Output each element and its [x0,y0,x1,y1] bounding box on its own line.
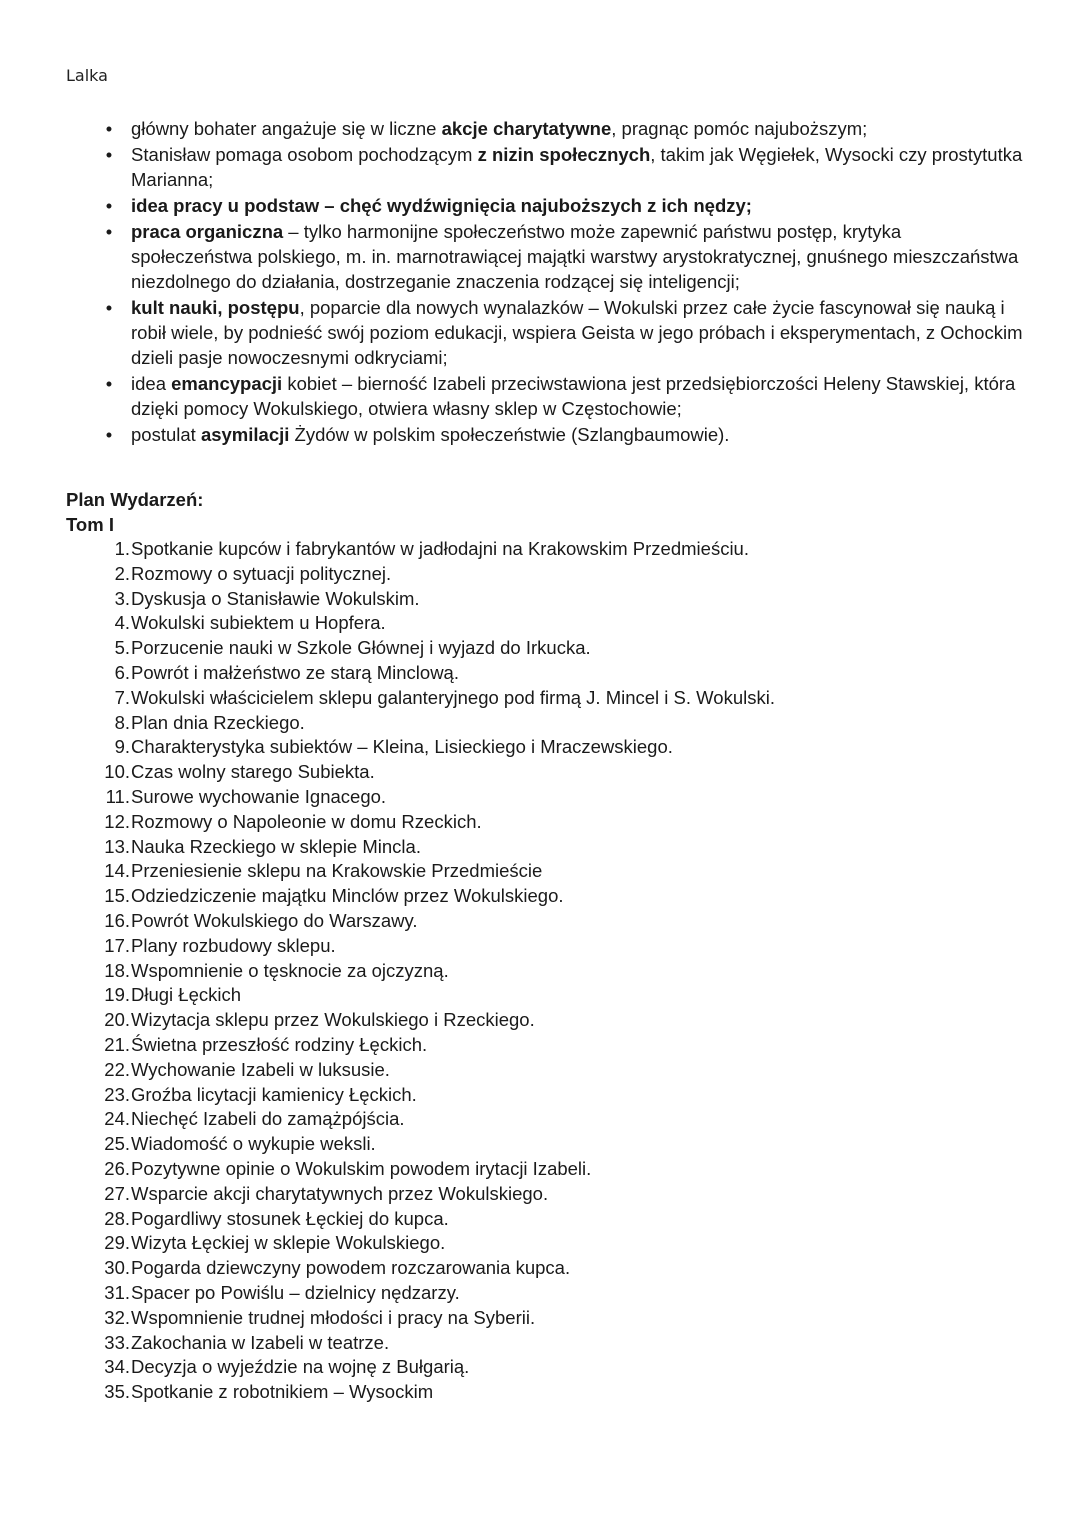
event-item [66,810,1026,835]
event-text: Wsparcie akcji charytatywnych przez Wokulskiego. [131,1182,549,1204]
bullet-text: postulat [131,424,201,445]
ideas-bullet-list [66,116,1026,448]
event-number: 17. [104,934,130,956]
event-number: 24. [104,1108,130,1130]
bullet-item [66,422,1026,447]
event-item [66,1207,1026,1232]
bullet-dot-icon: • [105,221,113,242]
event-number: 18. [104,959,130,981]
event-item [66,1380,1026,1405]
event-item [66,1008,1026,1033]
event-text: Pozytywne opinie o Wokulskim powodem irytacji Izabeli. [131,1157,592,1179]
event-text: Spotkanie z robotnikiem – Wysockim [131,1381,434,1403]
event-item [66,587,1026,612]
event-item [66,1355,1026,1380]
event-item [66,1182,1026,1207]
event-item [66,537,1026,562]
event-text: Wizytacja sklepu przez Wokulskiego i Rzeckiego. [131,1009,535,1031]
event-text: Rozmowy o sytuacji politycznej. [131,562,392,584]
event-number: 15. [104,885,130,907]
event-item [66,1331,1026,1356]
event-item [66,1083,1026,1108]
bullet-text: – tylko harmonijne społeczeństwo może zapewnić państwu postęp, krytyka społeczeństwa polskiego, m. in. marnotrawiącej majątki warstwy arystokratycznej, gnuśnego mieszczaństwa niezdolnego do działania, dostrzeganie znaczenia rodzącej się inteligencji; [131,221,1019,292]
event-item [66,1256,1026,1281]
bullet-dot-icon: • [105,373,113,394]
event-number: 21. [104,1033,130,1055]
bullet-item [66,219,1026,294]
bullet-bold-text: z nizin społecznych [477,144,651,165]
event-text: Rozmowy o Napoleonie w domu Rzeckich. [131,810,482,832]
bullet-dot-icon: • [105,297,113,318]
event-text: Pogarda dziewczyny powodem rozczarowania kupca. [131,1257,571,1279]
bullet-dot-icon: • [105,144,113,165]
event-number: 30. [104,1257,130,1279]
event-text: Powrót i małżeństwo ze starą Minclową. [131,661,459,683]
event-text: Groźba licytacji kamienicy Łęckich. [131,1083,417,1105]
event-item [66,562,1026,587]
event-number: 19. [104,984,130,1006]
bullet-item [66,295,1026,370]
event-item [66,1132,1026,1157]
event-number: 27. [104,1182,130,1204]
bullet-text: Stanisław pomaga osobom pochodzącym [131,144,478,165]
event-text: Powrót Wokulskiego do Warszawy. [131,909,418,931]
event-item [66,1033,1026,1058]
event-text: Czas wolny starego Subiekta. [131,761,375,783]
event-text: Pogardliwy stosunek Łęckiej do kupca. [131,1207,449,1229]
plan-section [66,487,1026,1405]
events-list [66,537,1026,1405]
event-item [66,735,1026,760]
event-item [66,959,1026,984]
event-number: 6. [114,661,130,683]
event-item [66,983,1026,1008]
event-number: 16. [104,909,130,931]
bullet-text: Żydów w polskim społeczeństwie (Szlangbaumowie). [289,424,730,445]
bullet-text: , takim jak Węgiełek, Wysocki czy prostytutka Marianna; [131,144,1023,190]
event-number: 2. [114,562,130,584]
plan-title: Plan Wydarzeń: [66,489,204,510]
event-number: 4. [114,612,130,634]
event-number: 12. [104,810,130,832]
event-item [66,909,1026,934]
bullet-text: idea [131,373,172,394]
event-number: 3. [114,587,130,609]
event-number: 31. [104,1281,130,1303]
event-text: Porzucenie nauki w Szkole Głównej i wyjazd do Irkucka. [131,637,591,659]
event-text: Świetna przeszłość rodziny Łęckich. [131,1033,428,1055]
event-text: Przeniesienie sklepu na Krakowskie Przedmieście [131,860,543,882]
event-text: Surowe wychowanie Ignacego. [131,785,387,807]
event-number: 8. [114,711,130,733]
bullet-text: , poparcie dla nowych wynalazków – Wokulski przez całe życie fascynował się nauką i robił wiele, by podnieść swój poziom edukacji, wspiera Geista w jego próbach i eksperymentach, z Ochockim dzieli pasje nowoczesnymi odkryciami; [131,297,1023,368]
event-item [66,1281,1026,1306]
event-item [66,760,1026,785]
bullet-item [66,142,1026,192]
bullet-text: , pragnąc pomóc najuboższym; [611,118,868,139]
event-item [66,1306,1026,1331]
event-text: Wokulski subiektem u Hopfera. [131,612,386,634]
bullet-dot-icon: • [105,195,113,216]
event-text: Spotkanie kupców i fabrykantów w jadłodajni na Krakowskim Przedmieściu. [131,538,749,559]
event-number: 9. [114,736,130,758]
event-text: Wiadomość o wykupie weksli. [131,1133,376,1155]
bullet-bold-text: praca organiczna [131,221,284,242]
event-number: 23. [104,1083,130,1105]
event-text: Długi Łęckich [131,984,242,1006]
bullet-text: kobiet – bierność Izabeli przeciwstawiona jest przedsiębiorczości Heleny Stawskiej, która dzięki pomocy Wokulskiego, otwiera własny sklep w Częstochowie; [131,373,1016,419]
event-item [66,785,1026,810]
bullet-bold-text: idea pracy u podstaw – chęć wydźwignięcia najuboższych z ich nędzy; [131,195,752,216]
event-text: Wspomnienie trudnej młodości i pracy na Syberii. [131,1306,536,1328]
event-number: 11. [105,785,130,807]
event-number: 14. [104,860,130,882]
event-item [66,711,1026,736]
bullet-bold-text: kult nauki, postępu [131,297,300,318]
event-item [66,1231,1026,1256]
event-text: Decyzja o wyjeździe na wojnę z Bułgarią. [131,1356,470,1378]
event-item [66,686,1026,711]
event-number: 32. [104,1306,130,1328]
event-number: 13. [104,835,130,857]
bullet-dot-icon: • [105,424,113,445]
event-item [66,636,1026,661]
event-text: Nauka Rzeckiego w sklepie Mincla. [131,835,421,857]
bullet-bold-text: akcje charytatywne [441,118,612,139]
event-number: 33. [104,1331,130,1353]
bullet-bold-text: asymilacji [200,424,290,445]
event-number: 34. [104,1356,130,1378]
event-text: Plany rozbudowy sklepu. [131,934,336,956]
event-item [66,1058,1026,1083]
event-text: Wychowanie Izabeli w luksusie. [131,1058,390,1080]
event-text: Niechęć Izabeli do zamążpójścia. [131,1108,405,1130]
event-item [66,835,1026,860]
event-text: Spacer po Powiślu – dzielnicy nędzarzy. [131,1281,460,1303]
event-item [66,611,1026,636]
event-text: Wizyta Łęckiej w sklepie Wokulskiego. [131,1232,446,1254]
event-number: 35. [104,1381,130,1403]
event-number: 20. [104,1009,130,1031]
event-item [66,661,1026,686]
event-number: 1. [114,538,130,559]
event-item [66,1107,1026,1132]
event-number: 10. [104,761,130,783]
event-item [66,859,1026,884]
event-item [66,1157,1026,1182]
event-number: 25. [104,1133,130,1155]
bullet-dot-icon: • [105,118,113,139]
bullet-item [66,371,1026,421]
event-text: Wspomnienie o tęsknocie za ojczyzną. [131,959,449,981]
event-item [66,884,1026,909]
event-text: Plan dnia Rzeckiego. [131,711,305,733]
bullet-item [66,193,1026,218]
event-text: Wokulski właścicielem sklepu galanteryjnego pod firmą J. Mincel i S. Wokulski. [131,686,775,708]
event-item [66,934,1026,959]
event-number: 7. [114,686,130,708]
event-number: 28. [104,1207,130,1229]
document-header: Lalka [66,66,108,85]
event-number: 5. [114,637,130,659]
event-text: Zakochania w Izabeli w teatrze. [131,1331,390,1353]
event-number: 29. [104,1232,130,1254]
bullet-item [66,116,1026,141]
bullet-text: główny bohater angażuje się w liczne [131,118,442,139]
bullet-bold-text: emancypacji [171,373,283,394]
event-number: 22. [104,1058,130,1080]
event-number: 26. [104,1157,130,1179]
event-text: Charakterystyka subiektów – Kleina, Lisieckiego i Mraczewskiego. [131,736,673,758]
volume-title: Tom I [66,514,114,535]
event-text: Odziedziczenie majątku Minclów przez Wokulskiego. [131,885,564,907]
event-text: Dyskusja o Stanisławie Wokulskim. [131,587,420,609]
